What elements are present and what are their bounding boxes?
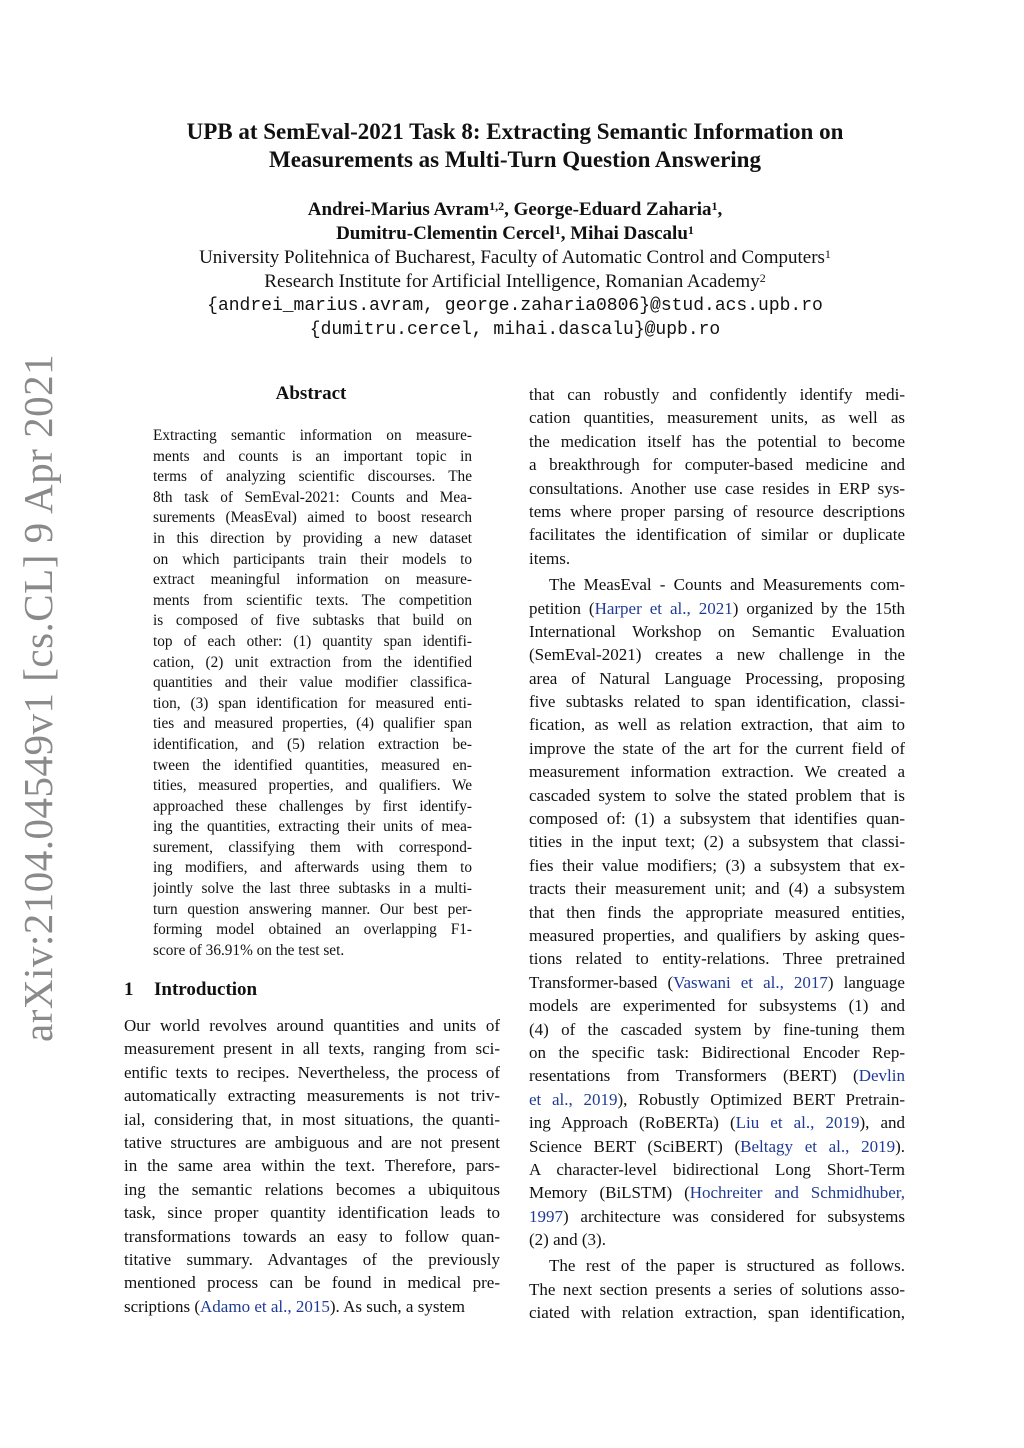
text-line: resentations from Transformers (BERT) (Devlin xyxy=(529,1066,905,1086)
text-line: (4) of the cascaded system by fine-tuning them xyxy=(529,1019,905,1039)
section-title: Introduction xyxy=(154,979,258,1000)
text-line: Transformer-based (Vaswani et al., 2017) language xyxy=(529,972,905,992)
abstract-line: terms of analyzing scientific discourses. The xyxy=(153,468,472,486)
arxiv-side-label: arXiv:2104.04549v1 [cs.CL] 9 Apr 2021 xyxy=(15,353,61,1042)
affiliation-1 xyxy=(100,246,930,270)
section-heading-introduction xyxy=(124,979,257,1001)
text-line: fies their value modifiers; (3) a subsystem that ex- xyxy=(529,855,905,875)
abstract-line: identification, and (5) relation extraction be- xyxy=(153,735,472,753)
abstract-line: on which participants train their models to xyxy=(153,550,472,568)
text-line: cation quantities, measurement units, as well as xyxy=(529,408,905,428)
text-line: in the same area within the text. Therefore, pars- xyxy=(124,1156,500,1176)
citation-link[interactable]: Harper et al., 2021 xyxy=(594,598,733,618)
text-line: The rest of the paper is structured as follows. xyxy=(549,1256,905,1276)
text-line: cascaded system to solve the stated problem that is xyxy=(529,785,905,805)
text-line: et al., 2019), Robustly Optimized BERT Pretrain- xyxy=(529,1089,905,1109)
text-line: composed of: (1) a subsystem that identifies quan- xyxy=(529,809,905,829)
text-line: (2) and (3). xyxy=(529,1230,606,1250)
abstract-line: extract meaningful information on measure- xyxy=(153,571,472,589)
citation-link[interactable]: 1997 xyxy=(529,1206,563,1226)
text-line: ciated with relation extraction, span identification, xyxy=(529,1303,905,1323)
text-line: (SemEval-2021) creates a new challenge in the xyxy=(529,645,905,665)
text-line: scriptions (Adamo et al., 2015). As such, a system xyxy=(124,1296,465,1316)
author-name: Andrei-Marius Avram xyxy=(307,199,490,220)
text-line: ing the semantic relations becomes a ubiquitous xyxy=(124,1179,500,1199)
author-name: Mihai Dascalu xyxy=(570,223,688,244)
text-line: A character-level bidirectional Long Short-Term xyxy=(529,1159,905,1179)
right-column-text xyxy=(529,383,905,1325)
text-line: a breakthrough for computer-based medicine and xyxy=(529,455,905,475)
title-line-2: Measurements as Multi-Turn Question Answering xyxy=(269,147,761,172)
abstract-line: tween the identified quantities, measured en- xyxy=(153,756,472,774)
text-line: titative summary. Advantages of the previously xyxy=(124,1249,500,1269)
author-line-2: Dumitru-Clementin Cercel$^1$, Mihai Dascalu$^1$ xyxy=(336,223,694,244)
text-line: task, since proper quantity identification leads to xyxy=(124,1203,500,1223)
author-affiliation-marker: 1 xyxy=(711,199,718,213)
text-line: area of Natural Language Processing, proposing xyxy=(529,668,905,688)
abstract-line: jointly solve the last three subtasks in a multi- xyxy=(153,880,472,898)
text-line: that then finds the appropriate measured entities, xyxy=(529,902,905,922)
abstract-line: surement, classifying them with correspond- xyxy=(153,838,472,856)
text-line: consultations. Another use case resides in ERP sys- xyxy=(529,478,905,498)
text-line: the medication itself has the potential to become xyxy=(529,431,905,451)
abstract-line: tion, (3) span identification for measured enti- xyxy=(153,694,472,712)
text-line: The MeasEval - Counts and Measurements com- xyxy=(549,575,905,595)
text-line: petition (Harper et al., 2021) organized by the 15th xyxy=(529,598,905,618)
text-line: tative structures are ambiguous and are not present xyxy=(124,1132,500,1152)
email-line-2: {dumitru.cercel, mihai.dascalu}@upb.ro xyxy=(309,320,721,340)
citation-link[interactable]: et al., 2019 xyxy=(529,1089,618,1109)
affiliation-2 xyxy=(100,270,930,294)
abstract-line: approached these challenges by first identify- xyxy=(153,797,472,815)
abstract-line: tities, measured properties, and qualifiers. We xyxy=(153,777,472,795)
text-line: five subtasks related to span identification, classi- xyxy=(529,692,905,712)
text-line: ing Approach (RoBERTa) (Liu et al., 2019), and xyxy=(529,1113,905,1133)
author-affiliation-marker: 1 xyxy=(554,223,561,237)
affiliation-marker: 2 xyxy=(759,271,766,285)
citation-link[interactable]: Adamo et al., 2015 xyxy=(200,1296,330,1316)
text-line: Our world revolves around quantities and units of xyxy=(124,1016,500,1035)
abstract-line: forming model obtained an overlapping F1- xyxy=(153,921,472,939)
author-line-1: Andrei-Marius Avram$^{1,2}$, George-Eduard Zaharia$^1$, xyxy=(307,199,723,220)
text-line: 1997) architecture was considered for subsystems xyxy=(529,1206,905,1226)
abstract-line: in this direction by providing a new dataset xyxy=(153,529,472,547)
text-line: improve the state of the art for the current field of xyxy=(529,738,905,758)
text-line: tities in the input text; (2) a subsystem that classi- xyxy=(529,832,905,852)
text-line: facilitates the identification of similar or duplicate xyxy=(529,525,905,545)
author-name: Dumitru-Clementin Cercel xyxy=(336,223,555,244)
abstract-line: quantities and their value modifier classifica- xyxy=(153,674,472,692)
text-line: tions related to entity-relations. Three pretrained xyxy=(529,949,905,969)
citation-link[interactable]: Beltagy et al., 2019 xyxy=(740,1136,896,1156)
text-line: on the specific task: Bidirectional Encoder Rep- xyxy=(529,1042,905,1062)
text-line: measurement information extraction. We created a xyxy=(529,762,905,782)
text-line: The next section presents a series of solutions asso- xyxy=(529,1279,905,1299)
text-line: ial, considering that, in most situations, the quanti- xyxy=(124,1109,500,1129)
text-line: Science BERT (SciBERT) (Beltagy et al., 2019). xyxy=(529,1136,905,1156)
abstract-heading: Abstract xyxy=(275,383,347,404)
abstract-line: surements (MeasEval) aimed to boost research xyxy=(153,509,472,527)
text-line: that can robustly and confidently identify medi- xyxy=(529,385,905,404)
text-line: International Workshop on Semantic Evaluation xyxy=(529,621,905,641)
text-line: automatically extracting measurements is not triv- xyxy=(124,1086,500,1106)
abstract-line: ing the quantities, extracting their units of mea- xyxy=(153,818,472,836)
paper-title xyxy=(100,118,930,174)
abstract-line: is composed of five subtasks that build on xyxy=(153,612,472,630)
abstract-body xyxy=(153,426,472,961)
author-block xyxy=(100,198,930,342)
text-line: items. xyxy=(529,548,571,568)
abstract-line: top of each other: (1) quantity span identifi- xyxy=(153,632,472,650)
abstract-line: cation, (2) unit extraction from the identified xyxy=(153,653,472,671)
author-affiliation-marker: 1,2 xyxy=(489,199,505,213)
text-line: transformations towards an easy to follow quan- xyxy=(124,1226,500,1246)
citation-link[interactable]: Vaswani et al., 2017 xyxy=(673,972,828,992)
abstract-line: score of 36.91% on the test set. xyxy=(153,941,345,959)
author-name: George-Eduard Zaharia xyxy=(513,199,712,220)
title-line-1: UPB at SemEval-2021 Task 8: Extracting Semantic Information on xyxy=(186,119,844,144)
citation-link[interactable]: Devlin xyxy=(858,1066,905,1086)
abstract-line: turn question answering manner. Our best per- xyxy=(153,900,472,918)
affiliation-marker: 1 xyxy=(824,247,831,261)
left-column-text xyxy=(124,1014,500,1318)
section-number: 1 xyxy=(124,979,134,1000)
affiliation-text: University Politehnica of Bucharest, Faculty of Automatic Control and Computers xyxy=(199,247,825,268)
text-line: fication, as well as relation extraction, that aim to xyxy=(529,715,905,735)
abstract-line: ties and measured properties, (4) qualifier span xyxy=(153,715,472,733)
text-line: tems where proper parsing of resource descriptions xyxy=(529,501,905,521)
text-line: measurement present in all texts, ranging from sci- xyxy=(124,1039,500,1059)
citation-link[interactable]: Liu et al., 2019 xyxy=(735,1113,860,1133)
text-line: measured properties, and qualifiers by asking ques- xyxy=(529,925,905,945)
abstract-line: ments and counts is an important topic in xyxy=(153,447,472,465)
author-affiliation-marker: 1 xyxy=(687,223,694,237)
citation-link[interactable]: Hochreiter and Schmidhuber, xyxy=(689,1183,905,1203)
text-line: mentioned process can be found in medical pre- xyxy=(124,1273,500,1293)
affiliation-text: Research Institute for Artificial Intelligence, Romanian Academy xyxy=(264,271,760,292)
abstract-line: 8th task of SemEval-2021: Counts and Mea- xyxy=(153,488,472,506)
abstract-line: ing modifiers, and afterwards using them to xyxy=(153,859,472,877)
text-line: models are experimented for subsystems (1) and xyxy=(529,996,905,1016)
abstract-line: ments from scientific texts. The competition xyxy=(153,591,472,609)
text-line: entific texts to recipes. Nevertheless, the process of xyxy=(124,1062,500,1082)
text-line: tracts their measurement unit; and (4) a subsystem xyxy=(529,879,905,899)
abstract-line: Extracting semantic information on measure- xyxy=(153,427,472,444)
text-line: Memory (BiLSTM) (Hochreiter and Schmidhuber, xyxy=(529,1183,905,1203)
email-line-1: {andrei_marius.avram, george.zaharia0806}@stud.acs.upb.ro xyxy=(207,296,823,316)
